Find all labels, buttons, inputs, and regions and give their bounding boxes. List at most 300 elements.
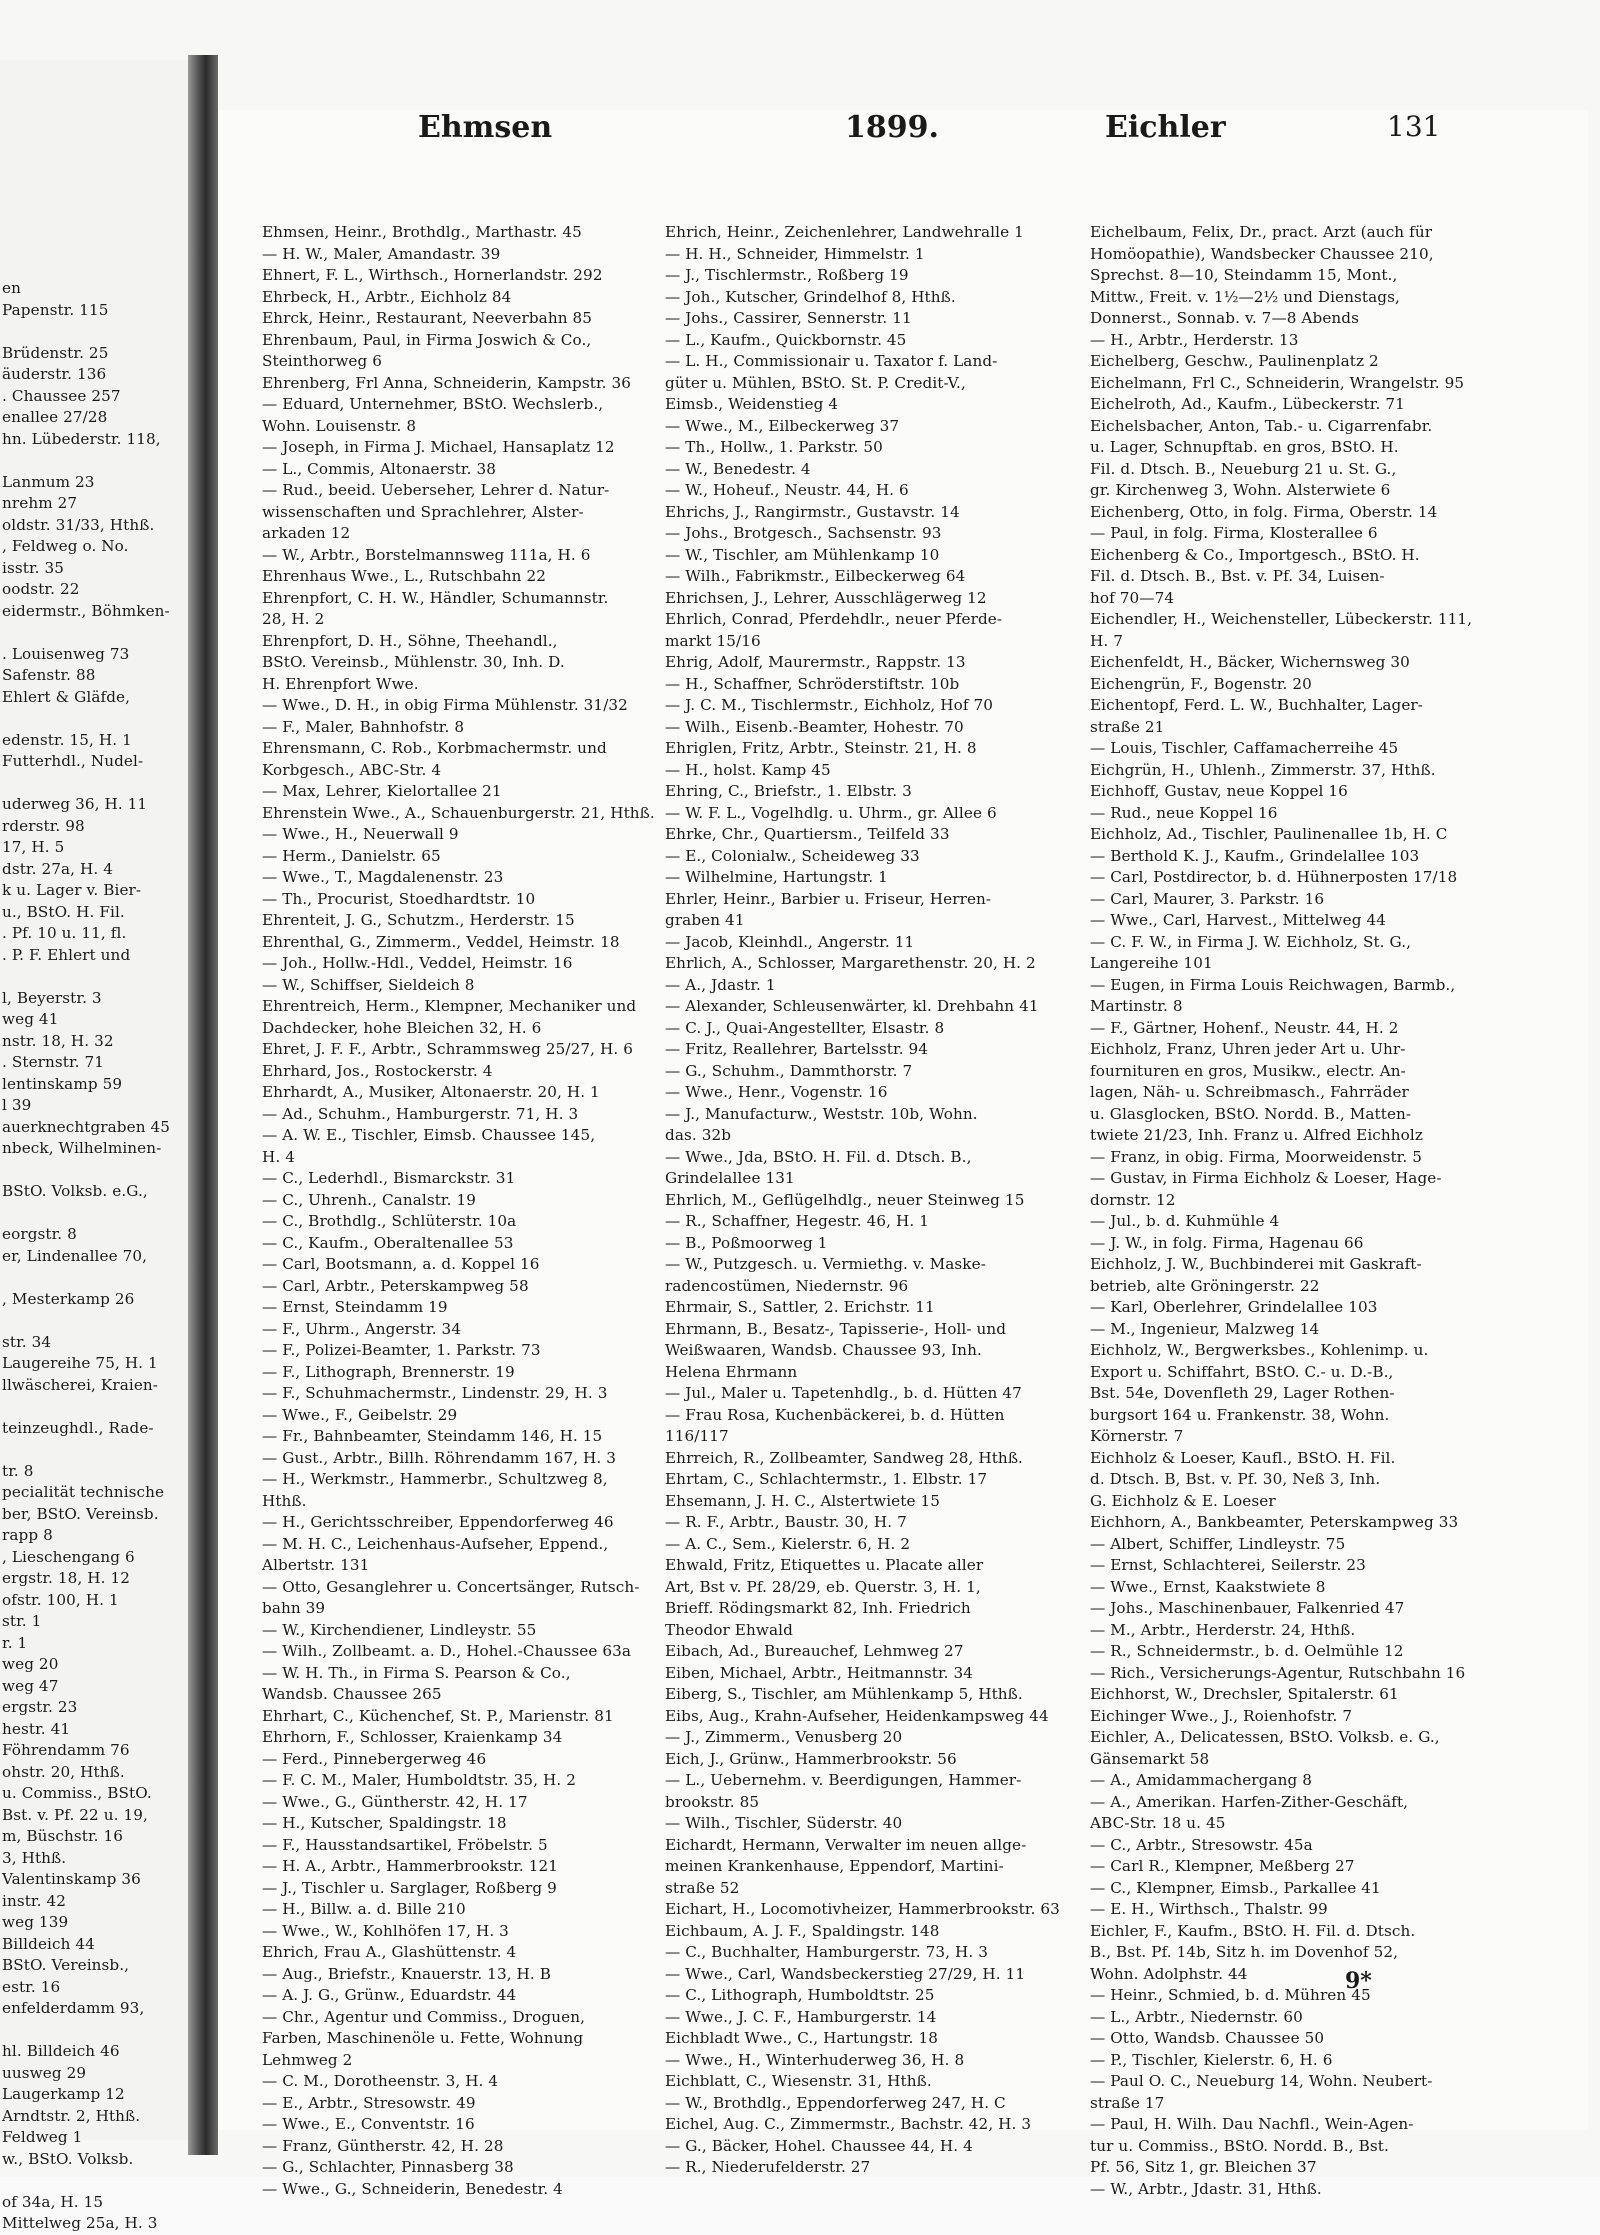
- directory-entry-line: — W., Tischler, am Mühlenkamp 10: [665, 545, 940, 564]
- directory-entry-line: Eichgrün, H., Uhlenh., Zimmerstr. 37, Hthß.: [1090, 760, 1436, 779]
- directory-entry-line: pecialität technische: [2, 1483, 165, 1501]
- directory-entry-line: — A., Amidammachergang 8: [1090, 1771, 1313, 1789]
- directory-entry-line: Eichendler, H., Weichensteller, Lübeckerstr. 111,: [1090, 610, 1473, 628]
- directory-entry-line: straße 17: [1090, 2093, 1165, 2112]
- directory-entry-line: — Wwe., H., Winterhuderweg 36, H. 8: [665, 2050, 965, 2069]
- directory-entry-line: Eichelroth, Ad., Kaufm., Lübeckerstr. 71: [1090, 395, 1405, 413]
- directory-entry-line: eidermstr., Böhmken-: [2, 601, 170, 620]
- directory-entry-line: — H., Gerichtsschreiber, Eppendorferweg 46: [262, 1513, 614, 1531]
- directory-entry-line: — Carl, Arbtr., Peterskampweg 58: [262, 1276, 529, 1295]
- directory-entry-line: G. Eichholz & E. Loeser: [1090, 1491, 1276, 1510]
- directory-entry-line: — Gustav, in Firma Eichholz & Loeser, Hage-: [1090, 1169, 1442, 1187]
- directory-entry-line: — Otto, Gesanglehrer u. Concertsänger, Rutsch-: [262, 1577, 640, 1596]
- directory-entry-line: [2, 2170, 188, 2192]
- directory-entry-line: . Louisenweg 73: [2, 644, 130, 663]
- directory-entry-line: Ehret, J. F. F., Arbtr., Schrammsweg 25/27, H. 6: [262, 1040, 633, 1058]
- directory-entry-line: Eichelmann, Frl C., Schneiderin, Wrangelstr. 95: [1090, 373, 1465, 392]
- directory-entry-line: — Wwe., M., Eilbeckerweg 37: [665, 416, 900, 435]
- directory-entry-line: — F., Lithograph, Brennerstr. 19: [262, 1362, 515, 1381]
- directory-entry-line: — R., Niederufelderstr. 27: [665, 2158, 871, 2176]
- directory-entry-line: str. 1: [2, 1612, 42, 1630]
- directory-entry-line: m, Büschstr. 16: [2, 1827, 124, 1845]
- directory-entry-line: BStO. Volksb. e.G.,: [2, 1182, 148, 1200]
- directory-entry-line: — Paul O. C., Neueburg 14, Wohn. Neubert-: [1090, 2072, 1433, 2090]
- directory-entry-line: — Franz, Güntherstr. 42, H. 28: [262, 2136, 504, 2155]
- directory-entry-line: — C., Uhrenh., Canalstr. 19: [262, 1190, 476, 1209]
- directory-entry-line: — J. W., in folg. Firma, Hagenau 66: [1090, 1233, 1364, 1252]
- directory-entry-line: Ehrenpfort, D. H., Söhne, Theehandl.,: [262, 631, 558, 650]
- directory-entry-line: [2, 1310, 188, 1332]
- directory-entry-line: llwäscherei, Kraien-: [2, 1375, 159, 1394]
- directory-entry-line: k u. Lager v. Bier-: [2, 881, 142, 899]
- directory-entry-line: H. 4: [262, 1147, 295, 1166]
- directory-entry-line: hn. Lübederstr. 118,: [2, 429, 161, 448]
- directory-entry-line: Ehrichs, J., Rangirmstr., Gustavstr. 14: [665, 502, 960, 521]
- directory-entry-line: . Chaussee 257: [2, 386, 121, 405]
- directory-entry-line: Homöopathie), Wandsbecker Chaussee 210,: [1090, 244, 1434, 263]
- directory-entry-line: — Gust., Arbtr., Billh. Röhrendamm 167, H. 3: [262, 1448, 617, 1467]
- directory-entry-line: — W. F. L., Vogelhdlg. u. Uhrm., gr. Allee 6: [665, 803, 997, 822]
- directory-entry-line: Ehrhard, Jos., Rostockerstr. 4: [262, 1061, 493, 1080]
- directory-entry-line: — Wwe., Jda, BStO. H. Fil. d. Dtsch. B.,: [665, 1147, 972, 1166]
- directory-entry-line: Ehrhart, C., Küchenchef, St. P., Marienstr. 81: [262, 1706, 614, 1725]
- directory-entry-line: [2, 773, 188, 795]
- directory-entry-line: — Carl, Postdirector, b. d. Hühnerposten 17/18: [1090, 868, 1458, 886]
- directory-entry-line: — Ernst, Steindamm 19: [262, 1298, 448, 1316]
- directory-entry-line: en: [2, 279, 21, 297]
- directory-entry-line: [2, 321, 188, 343]
- directory-entry-line: Dachdecker, hohe Bleichen 32, H. 6: [262, 1018, 542, 1037]
- directory-entry-line: Ehrtam, C., Schlachtermstr., 1. Elbstr. 17: [665, 1470, 988, 1488]
- directory-entry-line: Farben, Maschinenöle u. Fette, Wohnung: [262, 2029, 584, 2047]
- directory-entry-line: — Wilh., Tischler, Süderstr. 40: [665, 1814, 903, 1832]
- directory-entry-line: weg 47: [2, 1676, 59, 1695]
- directory-entry-line: Ehrenthal, G., Zimmerm., Veddel, Heimstr. 18: [262, 932, 620, 951]
- directory-entry-line: — Wwe., W., Kohlhöfen 17, H. 3: [262, 1921, 509, 1940]
- directory-entry-line: — Johs., Cassirer, Sennerstr. 11: [665, 309, 912, 327]
- directory-entry-line: Brüdenstr. 25: [2, 343, 109, 362]
- directory-entry-line: — W., Arbtr., Jdastr. 31, Hthß.: [1090, 2179, 1322, 2198]
- directory-entry-line: — J., Tischler u. Sarglager, Roßberg 9: [262, 1878, 557, 1897]
- directory-entry-line: — Wwe., E., Conventstr. 16: [262, 2115, 475, 2133]
- directory-entry-line: — A. C., Sem., Kielerstr. 6, H. 2: [665, 1534, 911, 1553]
- directory-entry-line: Bst. 54e, Dovenfleth 29, Lager Rothen-: [1090, 1384, 1395, 1402]
- directory-entry-line: — E. H., Wirthsch., Thalstr. 99: [1090, 1900, 1328, 1918]
- directory-entry-line: [2, 1160, 188, 1182]
- directory-entry-line: — H., Billw. a. d. Bille 210: [262, 1900, 466, 1918]
- directory-entry-line: instr. 42: [2, 1891, 67, 1910]
- directory-entry-line: — C., Kaufm., Oberaltenallee 53: [262, 1233, 514, 1252]
- directory-entry-line: Ehrbeck, H., Arbtr., Eichholz 84: [262, 287, 512, 306]
- directory-entry-line: — Th., Hollw., 1. Parkstr. 50: [665, 438, 883, 456]
- directory-entry-line: Eichler, F., Kaufm., BStO. H. Fil. d. Dtsch.: [1090, 1921, 1416, 1940]
- directory-entry-line: auerknechtgraben 45: [2, 1117, 171, 1136]
- directory-entry-line: arkaden 12: [262, 524, 351, 542]
- directory-entry-line: — W., Hoheuf., Neustr. 44, H. 6: [665, 481, 909, 499]
- directory-entry-line: Langereihe 101: [1090, 954, 1213, 972]
- directory-entry-line: tur u. Commiss., BStO. Nordd. B., Bst.: [1090, 2136, 1389, 2155]
- directory-entry-line: — Max, Lehrer, Kielortallee 21: [262, 782, 502, 800]
- directory-entry-line: Eichholz, Ad., Tischler, Paulinenallee 1b, H. C: [1090, 825, 1448, 843]
- directory-entry-line: Ehrentreich, Herm., Klempner, Mechaniker und: [262, 997, 637, 1015]
- directory-entry-line: — Franz, in obig. Firma, Moorweidenstr. 5: [1090, 1147, 1422, 1166]
- directory-entry-line: — H., Schaffner, Schröderstiftstr. 10b: [665, 674, 960, 693]
- directory-entry-line: — Joh., Kutscher, Grindelhof 8, Hthß.: [665, 287, 956, 306]
- directory-entry-line: ergstr. 23: [2, 1698, 78, 1716]
- directory-entry-line: — Aug., Briefstr., Knauerstr. 13, H. B: [262, 1964, 552, 1983]
- directory-entry-line: — Alexander, Schleusenwärter, kl. Drehbahn 41: [665, 997, 1039, 1015]
- directory-entry-line: d. Dtsch. B, Bst. v. Pf. 30, Neß 3, Inh.: [1090, 1470, 1381, 1488]
- directory-entry-line: Ehrenberg, Frl Anna, Schneiderin, Kampstr. 36: [262, 373, 632, 392]
- directory-entry-line: — Wilh., Zollbeamt. a. D., Hohel.-Chaussee 63a: [262, 1642, 632, 1660]
- directory-entry-line: of 34a, H. 15: [2, 2192, 104, 2211]
- directory-entry-line: weg 41: [2, 1010, 59, 1028]
- running-head-right: Eichler: [1105, 110, 1226, 145]
- directory-entry-line: — W., Arbtr., Borstelmannsweg 111a, H. 6: [262, 545, 591, 564]
- directory-entry-line: Ehrhardt, A., Musiker, Altonaerstr. 20, H. 1: [262, 1083, 600, 1101]
- directory-entry-line: Ehrenteit, J. G., Schutzm., Herderstr. 15: [262, 911, 575, 929]
- directory-entry-line: — C., Lederhdl., Bismarckstr. 31: [262, 1169, 516, 1187]
- directory-entry-line: [2, 622, 188, 644]
- directory-entry-line: — G., Bäcker, Hohel. Chaussee 44, H. 4: [665, 2136, 973, 2155]
- directory-entry-line: lentinskamp 59: [2, 1074, 123, 1093]
- directory-entry-line: meinen Krankenhause, Eppendorf, Martini-: [665, 1857, 1004, 1875]
- directory-entry-line: Albertstr. 131: [262, 1556, 370, 1574]
- directory-entry-line: w., BStO. Volksb.: [2, 2149, 134, 2168]
- directory-entry-line: — Louis, Tischler, Caffamacherreihe 45: [1090, 739, 1399, 757]
- directory-entry-line: tr. 8: [2, 1461, 34, 1480]
- directory-entry-line: twiete 21/23, Inh. Franz u. Alfred Eichholz: [1090, 1126, 1423, 1144]
- directory-entry-line: — Wilh., Eisenb.-Beamter, Hohestr. 70: [665, 717, 964, 736]
- directory-entry-line: Eich, J., Grünw., Hammerbrookstr. 56: [665, 1749, 957, 1768]
- directory-entry-line: [2, 1267, 188, 1289]
- directory-entry-line: Eiberg, S., Tischler, am Mühlenkamp 5, Hthß.: [665, 1685, 1023, 1703]
- directory-entry-line: Ehrhorn, F., Schlosser, Kraienkamp 34: [262, 1728, 563, 1746]
- directory-entry-line: — W., Putzgesch. u. Vermiethg. v. Maske-: [665, 1255, 986, 1273]
- directory-entry-line: betrieb, alte Gröningerstr. 22: [1090, 1276, 1320, 1295]
- directory-entry-line: uusweg 29: [2, 2063, 87, 2082]
- directory-entry-line: — J., Tischlermstr., Roßberg 19: [665, 266, 909, 284]
- directory-entry-line: — Herm., Danielstr. 65: [262, 846, 441, 865]
- directory-entry-line: 116/117: [665, 1427, 729, 1445]
- directory-entry-line: H. 7: [1090, 631, 1123, 650]
- directory-entry-line: edenstr. 15, H. 1: [2, 730, 132, 749]
- directory-entry-line: — Frau Rosa, Kuchenbäckerei, b. d. Hütten: [665, 1405, 1005, 1424]
- directory-entry-line: nrehm 27: [2, 494, 78, 512]
- directory-entry-line: Export u. Schiffahrt, BStO. C.- u. D.-B.,: [1090, 1362, 1394, 1381]
- directory-entry-line: BStO. Vereinsb., Mühlenstr. 30, Inh. D.: [262, 653, 565, 671]
- directory-entry-line: — L., Kaufm., Quickbornstr. 45: [665, 330, 907, 349]
- directory-entry-line: gr. Kirchenweg 3, Wohn. Alsterwiete 6: [1090, 481, 1391, 499]
- directory-entry-line: markt 15/16: [665, 631, 761, 650]
- directory-entry-line: enfelderdamm 93,: [2, 1999, 145, 2017]
- directory-entry-line: weg 20: [2, 1655, 59, 1673]
- directory-entry-line: — F. C. M., Maler, Humboldtstr. 35, H. 2: [262, 1771, 576, 1789]
- directory-entry-line: äuderstr. 136: [2, 365, 107, 383]
- directory-entry-line: — Wwe., Henr., Vogenstr. 16: [665, 1083, 888, 1101]
- directory-column-1: [262, 222, 662, 2200]
- directory-entry-line: — F., Hausstandsartikel, Fröbelstr. 5: [262, 1835, 548, 1854]
- directory-entry-line: Ehrlich, A., Schlosser, Margarethenstr. 20, H. 2: [665, 954, 1036, 972]
- directory-entry-line: Eichinger Wwe., J., Roienhofstr. 7: [1090, 1706, 1353, 1725]
- directory-entry-line: — F., Schuhmachermstr., Lindenstr. 29, H. 3: [262, 1384, 608, 1402]
- directory-entry-line: Art, Bst v. Pf. 28/29, eb. Querstr. 3, H. 1,: [665, 1577, 981, 1596]
- directory-entry-line: graben 41: [665, 911, 745, 929]
- directory-entry-line: radencostümen, Niedernstr. 96: [665, 1276, 909, 1295]
- directory-entry-line: str. 34: [2, 1332, 52, 1351]
- directory-entry-line: — C. M., Dorotheenstr. 3, H. 4: [262, 2072, 499, 2090]
- directory-entry-line: Ehrlich, Conrad, Pferdehdlr., neuer Pferde-: [665, 610, 1003, 628]
- directory-entry-line: Ehmsen, Heinr., Brothdlg., Marthastr. 45: [262, 223, 582, 241]
- directory-entry-line: — M. H. C., Leichenhaus-Aufseher, Eppend.,: [262, 1534, 609, 1553]
- directory-entry-line: er, Lindenallee 70,: [2, 1246, 148, 1265]
- directory-entry-line: Feldweg 1: [2, 2128, 83, 2146]
- directory-entry-line: — W., Benedestr. 4: [665, 459, 811, 478]
- book-gutter: [188, 55, 218, 2155]
- running-head-left: Ehmsen: [418, 110, 553, 145]
- directory-entry-line: l 39: [2, 1096, 32, 1114]
- directory-entry-line: — Wwe., T., Magdalenenstr. 23: [262, 868, 504, 886]
- directory-entry-line: — W., Kirchendiener, Lindleystr. 55: [262, 1620, 537, 1639]
- directory-column-3: [1090, 222, 1500, 2200]
- directory-entry-line: Ehnert, F. L., Wirthsch., Hornerlandstr. 292: [262, 266, 603, 284]
- directory-entry-line: — Rich., Versicherungs-Agentur, Rutschbahn 16: [1090, 1663, 1466, 1682]
- directory-entry-line: — A. W. E., Tischler, Eimsb. Chaussee 145,: [262, 1126, 596, 1144]
- directory-entry-line: — G., Schuhm., Dammthorstr. 7: [665, 1061, 913, 1080]
- directory-entry-line: nbeck, Wilhelminen-: [2, 1139, 162, 1157]
- directory-entry-line: — L. H., Commissionair u. Taxator f. Land-: [665, 352, 998, 370]
- directory-entry-line: ohstr. 20, Hthß.: [2, 1762, 125, 1781]
- directory-entry-line: — Wwe., Carl, Harvest., Mittelweg 44: [1090, 911, 1386, 929]
- directory-entry-line: Eichhoff, Gustav, neue Koppel 16: [1090, 782, 1348, 800]
- directory-entry-line: Eichelberg, Geschw., Paulinenplatz 2: [1090, 352, 1379, 370]
- directory-entry-line: Föhrendamm 76: [2, 1741, 130, 1759]
- directory-entry-line: — C., Klempner, Eimsb., Parkallee 41: [1090, 1878, 1381, 1897]
- directory-entry-line: Eichel, Aug. C., Zimmermstr., Bachstr. 42, H. 3: [665, 2115, 1032, 2133]
- directory-entry-line: Eichenberg & Co., Importgesch., BStO. H.: [1090, 545, 1420, 564]
- directory-entry-line: Wohn. Louisenstr. 8: [262, 416, 417, 435]
- directory-entry-line: — W., Schiffser, Sieldeich 8: [262, 975, 475, 994]
- directory-entry-line: — Wwe., F., Geibelstr. 29: [262, 1405, 458, 1424]
- directory-entry-line: u. Lager, Schnupftab. en gros, BStO. H.: [1090, 438, 1399, 456]
- directory-entry-line: — Wilh., Fabrikmstr., Eilbeckerweg 64: [665, 567, 966, 585]
- directory-entry-line: — C. J., Quai-Angestellter, Elsastr. 8: [665, 1018, 945, 1037]
- directory-entry-line: Gänsemarkt 58: [1090, 1749, 1210, 1768]
- directory-entry-line: Ehsemann, J. H. C., Alstertwiete 15: [665, 1491, 941, 1510]
- directory-entry-line: — Jacob, Kleinhdl., Angerstr. 11: [665, 932, 915, 951]
- directory-entry-line: Eichhorn, A., Bankbeamter, Peterskampweg 33: [1090, 1513, 1459, 1531]
- directory-entry-line: — Carl, Maurer, 3. Parkstr. 16: [1090, 889, 1325, 908]
- directory-entry-line: Pf. 56, Sitz 1, gr. Bleichen 37: [1090, 2158, 1317, 2176]
- directory-entry-line: estr. 16: [2, 1977, 61, 1996]
- directory-entry-line: — H., Arbtr., Herderstr. 13: [1090, 330, 1299, 349]
- directory-entry-line: ergstr. 18, H. 12: [2, 1569, 131, 1587]
- directory-entry-line: hl. Billdeich 46: [2, 2042, 120, 2060]
- directory-entry-line: oodstr. 22: [2, 580, 80, 598]
- directory-entry-line: — Eugen, in Firma Louis Reichwagen, Barmb.,: [1090, 975, 1456, 994]
- directory-entry-line: brookstr. 85: [665, 1792, 760, 1811]
- directory-entry-line: — R. F., Arbtr., Baustr. 30, H. 7: [665, 1513, 907, 1531]
- directory-entry-line: — Otto, Wandsb. Chaussee 50: [1090, 2029, 1325, 2047]
- directory-entry-line: — R., Schneidermstr., b. d. Oelmühle 12: [1090, 1642, 1404, 1660]
- directory-entry-line: Fil. d. Dtsch. B., Bst. v. Pf. 34, Luisen-: [1090, 567, 1385, 585]
- directory-entry-line: — Wwe., G., Schneiderin, Benedestr. 4: [262, 2179, 563, 2198]
- directory-entry-line: Ehrich, Heinr., Zeichenlehrer, Landwehralle 1: [665, 223, 1024, 241]
- directory-entry-line: hof 70—74: [1090, 588, 1175, 607]
- directory-entry-line: — H. H., Schneider, Himmelstr. 1: [665, 244, 925, 263]
- directory-entry-line: Martinstr. 8: [1090, 997, 1183, 1015]
- directory-entry-line: Eichelbaum, Felix, Dr., pract. Arzt (auch für: [1090, 223, 1433, 241]
- directory-entry-line: Eichbaum, A. J. F., Spaldingstr. 148: [665, 1921, 940, 1940]
- directory-entry-line: Ehrich, Frau A., Glashüttenstr. 4: [262, 1943, 517, 1961]
- directory-entry-line: — Fr., Bahnbeamter, Steindamm 146, H. 15: [262, 1427, 603, 1445]
- directory-entry-line: Ehrenstein Wwe., A., Schauenburgerstr. 21, Hthß.: [262, 803, 655, 822]
- directory-entry-line: — Paul, H. Wilh. Dau Nachfl., Wein-Agen-: [1090, 2115, 1414, 2133]
- directory-entry-line: Ehrig, Adolf, Maurermstr., Rappstr. 13: [665, 653, 966, 671]
- directory-entry-line: nstr. 18, H. 32: [2, 1031, 114, 1050]
- directory-entry-line: Eichbladt Wwe., C., Hartungstr. 18: [665, 2029, 938, 2047]
- directory-entry-line: Eichholz, W., Bergwerksbes., Kohlenimp. u.: [1090, 1341, 1429, 1359]
- directory-entry-line: — H., Werkmstr., Hammerbr., Schultzweg 8,: [262, 1470, 608, 1488]
- directory-entry-line: Ehrmair, S., Sattler, 2. Erichstr. 11: [665, 1298, 935, 1316]
- directory-entry-line: straße 21: [1090, 717, 1165, 736]
- directory-entry-line: ofstr. 100, H. 1: [2, 1590, 119, 1609]
- directory-entry-line: — Wwe., Carl, Wandsbeckerstieg 27/29, H. 11: [665, 1964, 1026, 1983]
- directory-entry-line: wissenschaften und Sprachlehrer, Alster-: [262, 502, 584, 521]
- directory-entry-line: — Jul., b. d. Kuhmühle 4: [1090, 1212, 1280, 1230]
- directory-entry-line: 28, H. 2: [262, 610, 325, 628]
- directory-entry-line: Körnerstr. 7: [1090, 1427, 1184, 1445]
- directory-entry-line: Eichholz & Loeser, Kaufl., BStO. H. Fil.: [1090, 1448, 1396, 1467]
- directory-entry-line: Lanmum 23: [2, 472, 95, 491]
- directory-entry-line: — Wwe., G., Güntherstr. 42, H. 17: [262, 1792, 528, 1811]
- directory-entry-line: Ehriglen, Fritz, Arbtr., Steinstr. 21, H. 8: [665, 739, 977, 757]
- directory-entry-line: hestr. 41: [2, 1719, 71, 1738]
- directory-entry-line: fournituren en gros, Musikw., electr. An-: [1090, 1061, 1406, 1080]
- directory-entry-line: — Wilhelmine, Hartungstr. 1: [665, 868, 888, 886]
- directory-entry-line: — H. W., Maler, Amandastr. 39: [262, 244, 501, 263]
- directory-entry-line: l, Beyerstr. 3: [2, 988, 102, 1007]
- directory-entry-line: , Lieschengang 6: [2, 1547, 135, 1566]
- directory-entry-line: Laugereihe 75, H. 1: [2, 1354, 158, 1372]
- directory-entry-line: 3, Hthß.: [2, 1848, 67, 1867]
- directory-entry-line: Eichenfeldt, H., Bäcker, Wichernsweg 30: [1090, 653, 1410, 671]
- directory-entry-line: . P. F. Ehlert und: [2, 945, 131, 964]
- directory-entry-line: — Ferd., Pinnebergerweg 46: [262, 1749, 487, 1768]
- directory-entry-line: Safenstr. 88: [2, 666, 96, 684]
- directory-entry-line: [2, 1439, 188, 1461]
- directory-entry-line: — Fritz, Reallehrer, Bartelsstr. 94: [665, 1040, 929, 1058]
- directory-entry-line: Eichholz, J. W., Buchbinderei mit Gaskraft-: [1090, 1255, 1422, 1273]
- directory-entry-line: — P., Tischler, Kielerstr. 6, H. 6: [1090, 2050, 1333, 2069]
- directory-entry-line: H. Ehrenpfort Wwe.: [262, 674, 419, 693]
- directory-entry-line: — Ad., Schuhm., Hamburgerstr. 71, H. 3: [262, 1104, 579, 1123]
- page-number: 131: [1387, 110, 1441, 143]
- directory-entry-line: — C., Arbtr., Stresowstr. 45a: [1090, 1835, 1313, 1854]
- signature-mark: 9*: [1345, 1968, 1372, 1994]
- directory-entry-line: Eichengrün, F., Bogenstr. 20: [1090, 674, 1312, 693]
- directory-entry-line: Ehrensmann, C. Rob., Korbmachermstr. und: [262, 739, 607, 757]
- directory-entry-line: dornstr. 12: [1090, 1190, 1176, 1209]
- directory-entry-line: Valentinskamp 36: [2, 1870, 141, 1888]
- directory-entry-line: — Rud., beeid. Ueberseher, Lehrer d. Natur-: [262, 481, 610, 499]
- directory-entry-line: Sprechst. 8—10, Steindamm 15, Mont.,: [1090, 266, 1398, 284]
- directory-entry-line: r. 1: [2, 1633, 28, 1652]
- directory-entry-line: bahn 39: [262, 1599, 326, 1617]
- directory-entry-line: — G., Schlachter, Pinnasberg 38: [262, 2158, 514, 2176]
- directory-entry-line: u., BStO. H. Fil.: [2, 902, 125, 921]
- directory-entry-line: — H., holst. Kamp 45: [665, 760, 831, 779]
- directory-entry-line: — Chr., Agentur und Commiss., Droguen,: [262, 2007, 586, 2026]
- directory-entry-line: 17, H. 5: [2, 838, 65, 856]
- directory-entry-line: [2, 2020, 188, 2042]
- directory-entry-line: Futterhdl., Nudel-: [2, 752, 144, 770]
- directory-entry-line: — B., Poßmoorweg 1: [665, 1233, 828, 1252]
- running-head-year: 1899.: [845, 110, 939, 145]
- directory-entry-line: Steinthorweg 6: [262, 352, 383, 370]
- directory-entry-line: BStO. Vereinsb.,: [2, 1956, 130, 1974]
- directory-entry-line: — F., Polizei-Beamter, 1. Parkstr. 73: [262, 1341, 541, 1359]
- directory-entry-line: Eichenberg, Otto, in folg. Firma, Oberstr. 14: [1090, 502, 1438, 521]
- directory-entry-line: Mittelweg 25a, H. 3: [2, 2214, 158, 2232]
- directory-entry-line: — Heinr., Schmied, b. d. Mühren 45: [1090, 1986, 1371, 2004]
- directory-entry-line: — C., Lithograph, Humboldtstr. 25: [665, 1986, 935, 2004]
- directory-entry-line: — A., Amerikan. Harfen-Zither-Geschäft,: [1090, 1792, 1409, 1811]
- directory-entry-line: [2, 708, 188, 730]
- directory-entry-line: Theodor Ehwald: [665, 1620, 793, 1639]
- directory-entry-line: Eichentopf, Ferd. L. W., Buchhalter, Lager-: [1090, 696, 1424, 714]
- directory-entry-line: teinzeughdl., Rade-: [2, 1418, 154, 1437]
- directory-entry-line: enallee 27/28: [2, 408, 108, 426]
- directory-entry-line: Ehwald, Fritz, Etiquettes u. Placate aller: [665, 1556, 984, 1574]
- directory-entry-line: — H. A., Arbtr., Hammerbrookstr. 121: [262, 1857, 559, 1875]
- directory-entry-line: Ehrenpfort, C. H. W., Händler, Schumannstr.: [262, 588, 609, 607]
- directory-entry-line: — F., Maler, Bahnhofstr. 8: [262, 717, 465, 736]
- directory-entry-line: — L., Arbtr., Niedernstr. 60: [1090, 2007, 1303, 2026]
- directory-entry-line: lagen, Näh- u. Schreibmasch., Fahrräder: [1090, 1083, 1409, 1101]
- directory-entry-line: [2, 966, 188, 988]
- directory-entry-line: — C. F. W., in Firma J. W. Eichholz, St. G.,: [1090, 932, 1412, 951]
- directory-entry-line: Ehrlich, M., Geflügelhdlg., neuer Steinweg 15: [665, 1190, 1025, 1209]
- directory-entry-line: — Albert, Schiffer, Lindleystr. 75: [1090, 1534, 1346, 1553]
- directory-entry-line: ber, BStO. Vereinsb.: [2, 1504, 159, 1523]
- directory-entry-line: — A. J. G., Grünw., Eduardstr. 44: [262, 1986, 517, 2004]
- directory-entry-line: — Paul, in folg. Firma, Klosterallee 6: [1090, 524, 1378, 542]
- directory-entry-line: Eichler, A., Delicatessen, BStO. Volksb. e. G.,: [1090, 1728, 1440, 1746]
- directory-entry-line: — L., Commis, Altonaerstr. 38: [262, 459, 496, 478]
- directory-entry-line: Ehring, C., Briefstr., 1. Elbstr. 3: [665, 782, 912, 800]
- directory-entry-line: Korbgesch., ABC-Str. 4: [262, 760, 442, 779]
- directory-entry-line: — H., Kutscher, Spaldingstr. 18: [262, 1814, 507, 1832]
- directory-entry-line: Laugerkamp 12: [2, 2085, 125, 2103]
- directory-entry-line: [2, 1396, 188, 1418]
- directory-entry-line: das. 32b: [665, 1126, 732, 1144]
- directory-entry-line: weg 139: [2, 1913, 69, 1931]
- directory-entry-line: straße 52: [665, 1878, 740, 1897]
- directory-entry-line: [2, 1203, 188, 1225]
- directory-entry-line: — J. C. M., Tischlermstr., Eichholz, Hof 70: [665, 696, 994, 714]
- directory-entry-line: u. Commiss., BStO.: [2, 1784, 152, 1802]
- directory-entry-line: — M., Ingenieur, Malzweg 14: [1090, 1319, 1320, 1338]
- directory-entry-line: . Sternstr. 71: [2, 1053, 105, 1071]
- directory-entry-line: Ehrreich, R., Zollbeamter, Sandweg 28, Hthß.: [665, 1448, 1023, 1467]
- directory-entry-line: oldstr. 31/33, Hthß.: [2, 515, 155, 534]
- directory-entry-line: — W. H. Th., in Firma S. Pearson & Co.,: [262, 1663, 571, 1682]
- directory-entry-line: Arndtstr. 2, Hthß.: [2, 2106, 141, 2125]
- directory-entry-line: — Wwe., H., Neuerwall 9: [262, 825, 459, 843]
- directory-entry-line: B., Bst. Pf. 14b, Sitz h. im Dovenhof 52,: [1090, 1943, 1399, 1961]
- directory-entry-line: u. Glasglocken, BStO. Nordd. B., Matten-: [1090, 1104, 1412, 1123]
